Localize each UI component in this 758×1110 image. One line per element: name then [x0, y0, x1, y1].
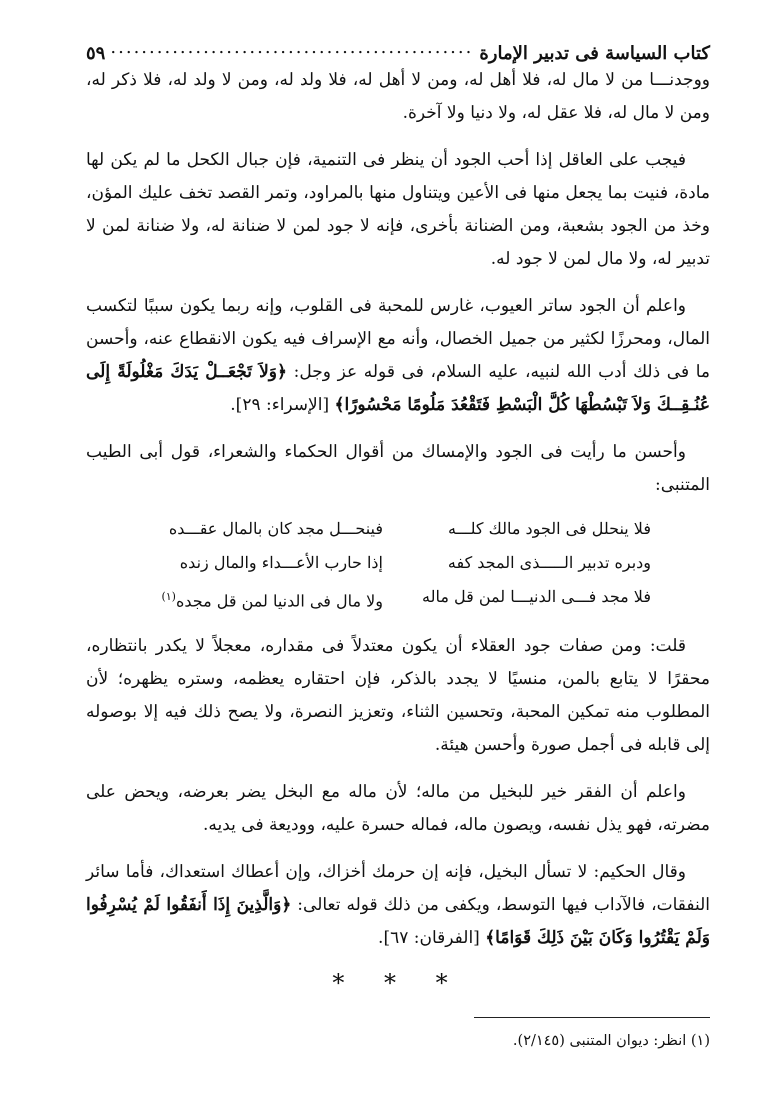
paragraph-6	[86, 776, 710, 842]
footnote: (١) انظر: ديوان المتنبى (٢/١٤٥).	[512, 1033, 710, 1050]
verse-first-hemistich: فلا ينحلل فى الجود مالك كلـــه	[447, 519, 651, 538]
page-number: ٥٩	[86, 43, 106, 64]
book-page	[86, 28, 710, 1052]
poem-verse	[86, 546, 710, 580]
quran-reference: [الإسراء: ٢٩].	[230, 395, 330, 415]
poem	[86, 512, 710, 618]
quran-verse: ﴿وَلاَ تَجْعَــلْ يَدَكَ مَغْلُولَةً إِلَى عُنُـقِــكَ وَلاَ تَبْسُطْهَا كُلَّ الْبَسْطِ فَتَقْعُدَ مَلُومًا مَحْسُورًا﴾	[86, 362, 710, 415]
paragraph-text: ووجدنـــا من لا مال له، فلا أهل له، ومن لا أهل له، فلا ولد له، ومن لا ولد له، فلا ذكر له، ومن لا مال له، فلا عقل له، ولا دنيا ولا آخرة.	[86, 70, 710, 123]
paragraph-1	[86, 64, 710, 130]
paragraph-body: واعلم أن الجود ساتر العيوب، غارس للمحبة فى القلوب، وإنه ربما يكون سببًا لتكسب المال، ومحرزًا لكثير من جميل الخصال، وأنه مع الإسراف فيه يكون الانقطاع عنه، وأحسن ما فى ذلك أدب الله لنبيه، عليه السلام، فى قوله عز وجل:	[86, 296, 711, 382]
paragraph-text: فيجب على العاقل إذا أحب الجود أن ينظر فى التنمية، فإن جبال الكحل ما لم يكن لها مادة، فنيت بما يجعل منها فى الأعين ويتناول منها بالمراود، وتمر القصد تخف عليك المؤن، وخذ من الجود بشعبة، ومن الضنانة بأخرى، فإنه لا جود لمن لا ضنانة له، ولا ضنانة لمن لا تدبير له، ولا مال لمن لا جود له.	[86, 150, 710, 269]
verse-second-hemistich	[145, 580, 383, 618]
paragraph-4	[86, 436, 710, 502]
leader-dots	[111, 37, 473, 58]
poem-verse	[86, 512, 710, 546]
section-separator: * * *	[332, 969, 464, 998]
quran-verse: ﴿وَالَّذِينَ إِذَا أَنفَقُوا لَمْ يُسْرِفُوا وَلَمْ يَقْتُرُوا وَكَانَ بَيْنَ ذَلِكَ قَوَامًا﴾	[86, 895, 710, 949]
paragraph-7	[86, 856, 710, 955]
verse-second-hemistich: إذا حارب الأعـــداء والمال زنده	[179, 553, 383, 572]
paragraph-text: قلت: ومن صفات جود العقلاء أن يكون معتدلاً فى مقداره، معجلاً لا يكدر بانتظاره، محقرًا لا يتابع بالمن، منسيًا لا يجدد بالذكر، فإن احتقاره يعظمه، وستره يظهره؛ لأن المطلوب منه تمكين المحبة، وتحسين الثناء، وتعزيز النصرة، ولا يصح ذلك فيه إلا بوصوله إلى قابله فى أجمل صورة وأحسن هيئة.	[86, 636, 710, 756]
quran-reference: [الفرقان: ٦٧].	[378, 928, 480, 949]
verse-second-hemistich: فينحـــل مجد كان بالمال عقـــده	[168, 519, 383, 538]
paragraph-text	[86, 290, 710, 422]
verse-first-hemistich: فلا مجد فـــى الدنيـــا لمن قل ماله	[422, 587, 651, 606]
paragraph-text: واعلم أن الفقر خير للبخيل من ماله؛ لأن ماله مع البخل يضر بعرضه، ويحض على مضرته، فهو يذل نفسه، ويصون ماله، فماله حسرة عليه، ووديعة فى يديه.	[86, 782, 710, 836]
poem-verse	[86, 580, 710, 618]
footnote-marker: (١)	[161, 590, 176, 603]
paragraph-3	[86, 290, 710, 422]
paragraph-body: وقال الحكيم: لا تسأل البخيل، فإنه إن حرمك أخزاك، وإن أعطاك استعداك، فأما سائر النفقات، فالآداب فيها التوسط، ويكفى من ذلك قوله تعالى:	[86, 862, 711, 916]
footnote-rule	[474, 1017, 710, 1018]
paragraph-text: وأحسن ما رأيت فى الجود والإمساك من أقوال الحكماء والشعراء، قول أبى الطيب المتنبى:	[86, 442, 710, 495]
verse-first-hemistich: ودبره تدبير الـــــذى المجد كفه	[447, 553, 651, 572]
running-title: كتاب السياسة فى تدبير الإمارة	[479, 43, 710, 64]
hemistich-text: ولا مال فى الدنيا لمن قل مجده	[175, 591, 383, 611]
paragraph-2	[86, 144, 710, 276]
running-header	[86, 28, 710, 64]
paragraph-text	[86, 856, 710, 955]
paragraph-5	[86, 630, 710, 762]
